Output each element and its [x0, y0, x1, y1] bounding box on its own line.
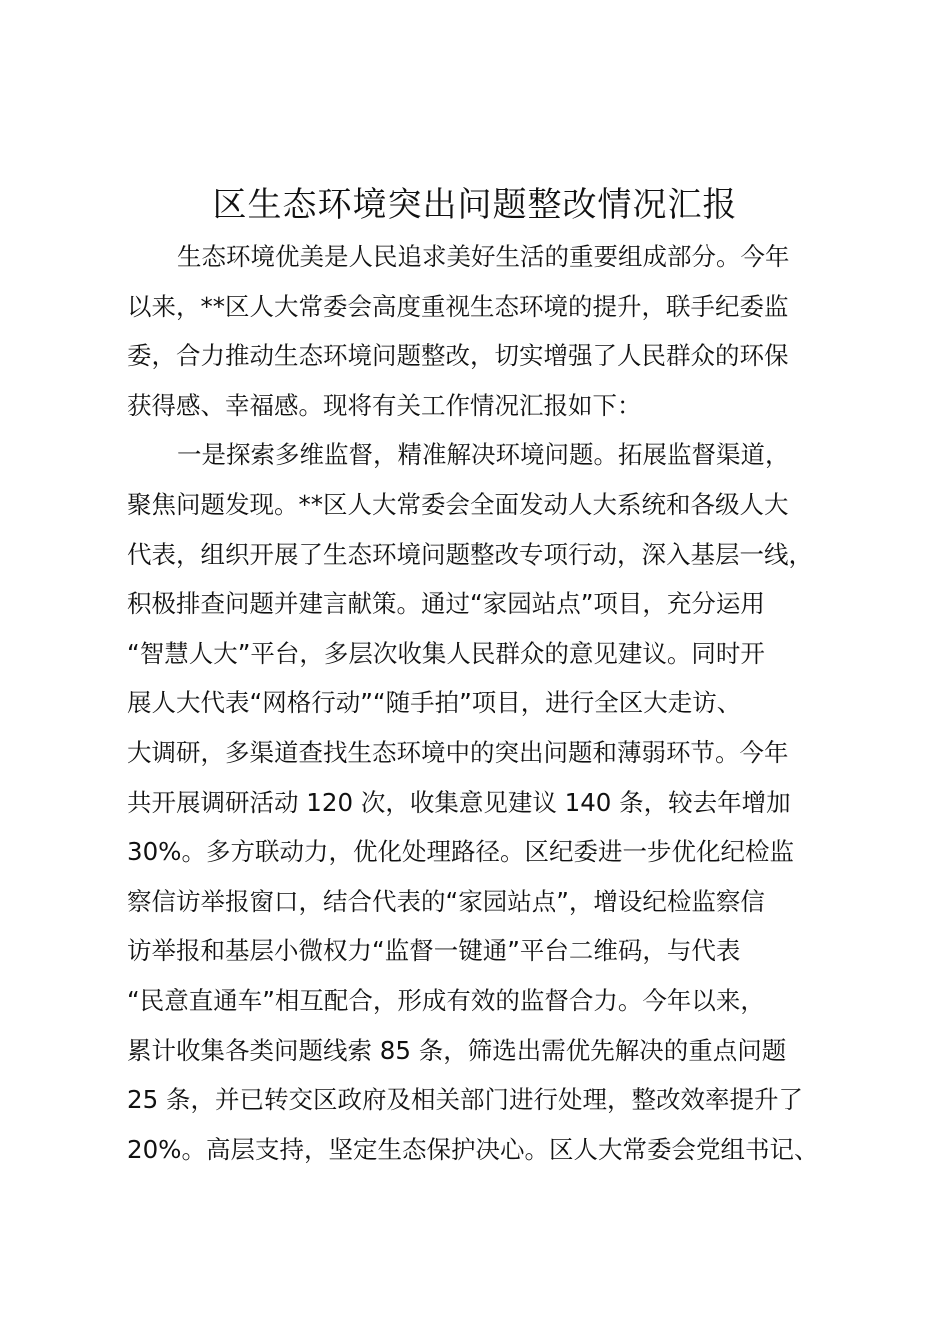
paragraph-line: 代表，组织开展了生态环境问题整改专项行动，深入基层一线， — [127, 539, 813, 569]
paragraph-line: 展人大代表“网格行动”“随手拍”项目，进行全区大走访、 — [127, 688, 742, 718]
paragraph-line: 生态环境优美是人民追求美好生活的重要组成部分。今年 — [177, 242, 790, 271]
paragraph-line: 20%。高层支持，坚定生态保护决心。区人大常委会党组书记、 — [127, 1134, 819, 1164]
paragraph-line: 积极排查问题并建言献策。通过“家园站点”项目，充分运用 — [127, 589, 765, 619]
paragraph-line: 一是探索多维监督，精准解决环境问题。拓展监督渠道， — [177, 440, 790, 470]
paragraph-line: 委，合力推动生态环境问题整改，切实增强了人民群众的环保 — [127, 341, 789, 371]
paragraph-line: 累计收集各类问题线索 85 条，筛选出需优先解决的重点问题 — [127, 1035, 787, 1065]
paragraph-line: 察信访举报窗口，结合代表的“家园站点”，增设纪检监察信 — [127, 886, 765, 916]
paragraph-line: 访举报和基层小微权力“监督一键通”平台二维码，与代表 — [127, 936, 741, 966]
paragraph-line: 获得感、幸福感。现将有关工作情况汇报如下： — [127, 390, 642, 420]
paragraph-line: “智慧人大”平台，多层次收集人民群众的意见建议。同时开 — [127, 638, 765, 668]
paragraph-line: 30%。多方联动力，优化处理路径。区纪委进一步优化纪检监 — [127, 837, 794, 867]
paragraph-line: “民意直通车”相互配合，形成有效的监督合力。今年以来， — [127, 985, 765, 1015]
paragraph-line: 聚焦问题发现。**区人大常委会全面发动人大系统和各级人大 — [127, 489, 789, 519]
paragraph-line: 以来，**区人大常委会高度重视生态环境的提升，联手纪委监 — [127, 291, 789, 321]
document-title: 区生态环境突出问题整改情况汇报 — [212, 185, 738, 225]
document-body — [127, 232, 839, 1174]
paragraph-line: 25 条，并已转交区政府及相关部门进行处理，整改效率提升了 — [127, 1085, 803, 1115]
paragraph-line: 大调研，多渠道查找生态环境中的突出问题和薄弱环节。今年 — [127, 737, 789, 767]
paragraph-line: 共开展调研活动 120 次，收集意见建议 140 条，较去年增加 — [127, 787, 791, 817]
